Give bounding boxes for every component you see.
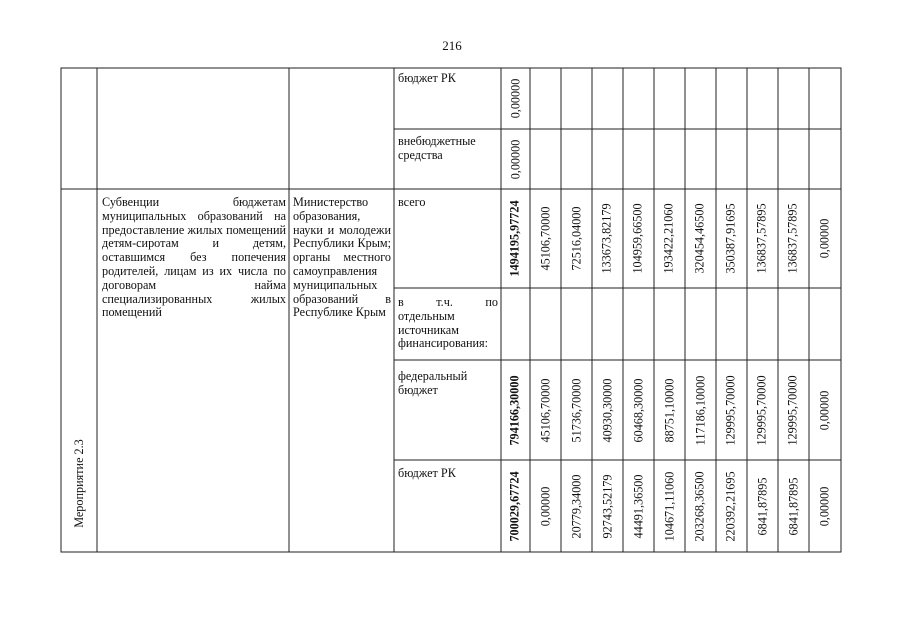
- year-value: 0,00000: [817, 218, 832, 259]
- year-value: 92743,52179: [600, 474, 615, 538]
- row-federal-total: 794166,30000: [508, 374, 523, 446]
- year-value: 44491,36500: [631, 474, 646, 538]
- measure-description: Субвенции бюджетам муниципальных образований на предоставление жилых помещений детям-сиротам и детям, оставшимся без попечения родителей, лицам из их числа по договорам найма специализированных жилых помещений: [102, 195, 286, 320]
- year-value: 117186,10000: [693, 375, 708, 445]
- row-source-breakdown: в т.ч. по отдельным источникам финансирования:: [398, 295, 498, 351]
- top-row-total-0: 0,00000: [508, 78, 523, 119]
- year-value: 6841,87895: [755, 477, 770, 535]
- year-value: 45106,70000: [538, 378, 553, 442]
- year-value: 0,00000: [817, 486, 832, 526]
- top-row-total-1: 0,00000: [508, 139, 523, 179]
- year-value: 20779,34000: [569, 474, 584, 538]
- year-value: 136837,57895: [786, 203, 801, 274]
- year-value: 129995,70000: [724, 374, 739, 446]
- year-value: 129995,70000: [786, 374, 801, 446]
- row-source-total: всего: [398, 195, 426, 209]
- year-value: 6841,87895: [786, 477, 801, 535]
- year-value: 51736,70000: [569, 378, 584, 442]
- year-value: 45106,70000: [538, 206, 553, 271]
- row-source-regional: бюджет РК: [398, 466, 456, 480]
- row-total-value: 1494195,97724: [508, 200, 523, 277]
- year-value: 350387,91695: [724, 203, 739, 274]
- year-value: 129995,70000: [755, 374, 770, 446]
- year-value: 136837,57895: [755, 203, 770, 274]
- page-number: 216: [442, 38, 462, 53]
- year-value: 133673,82179: [600, 203, 615, 274]
- year-value: 40930,30000: [600, 378, 615, 442]
- year-value: 320454,46500: [693, 203, 708, 274]
- measure-label: Мероприятие 2.3: [71, 439, 86, 528]
- year-value: 104671,11060: [662, 471, 677, 541]
- year-value: 60468,30000: [631, 378, 646, 442]
- year-value: 0,00000: [817, 390, 832, 430]
- measure-label-cell: [61, 189, 97, 552]
- year-value: 220392,21695: [724, 470, 739, 542]
- year-value: 88751,10000: [662, 378, 677, 442]
- row-regional-total: 700029,67724: [508, 470, 523, 542]
- top-row-source-1: внебюджетные средства: [398, 134, 476, 162]
- year-value: 0,00000: [538, 486, 553, 526]
- year-value: 193422,21060: [662, 203, 677, 274]
- top-row-source-0: бюджет РК: [398, 71, 456, 85]
- row-source-federal: федеральный бюджет: [398, 369, 468, 397]
- year-value: 72516,04000: [569, 206, 584, 271]
- year-value: 203268,36500: [693, 470, 708, 542]
- measure-executor: Министерство образования, науки и молодежи Республики Крым; органы местного самоуправления муниципальных образований в Республике Крым: [293, 195, 391, 320]
- year-value: 104959,66500: [631, 203, 646, 274]
